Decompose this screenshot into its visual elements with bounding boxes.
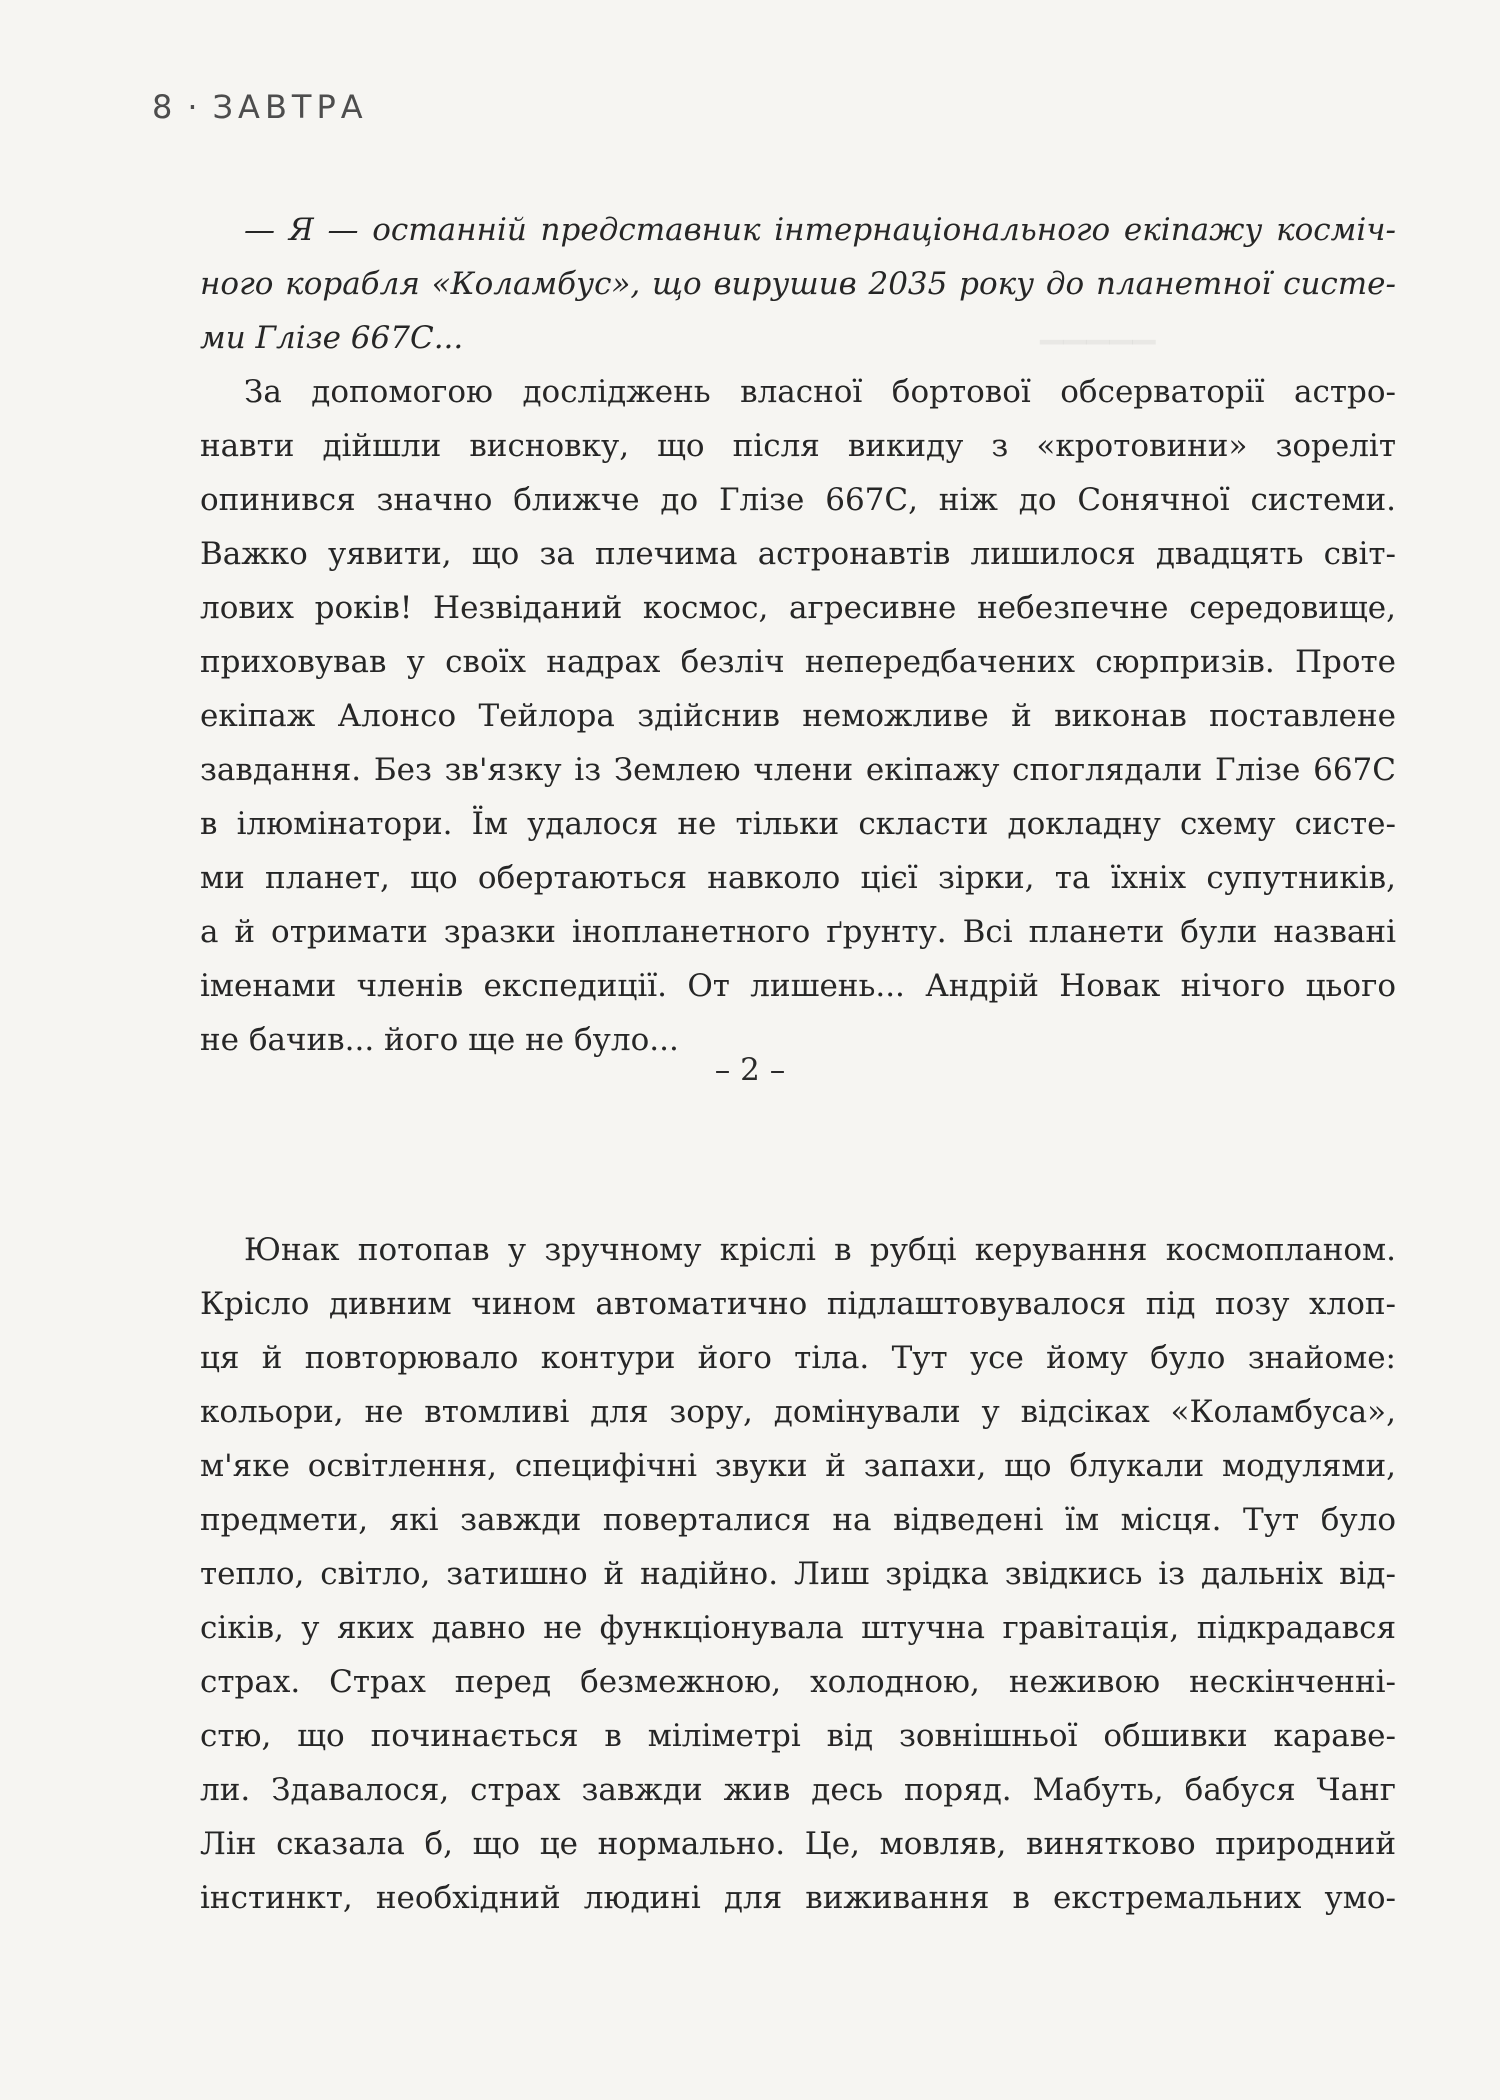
text-line: лових років! Незвіданий космос, агресивне небезпечне середовище, xyxy=(200,590,1396,626)
text-line: Крісло дивним чином автоматично підлаштовувалося під позу хлоп- xyxy=(200,1286,1396,1322)
text-line: ми планет, що обертаються навколо цієї зірки, та їхніх супутників, xyxy=(200,860,1396,896)
text-line: Юнак потопав у зручному кріслі в рубці керування космопланом. xyxy=(244,1232,1396,1268)
text-line: в ілюмінатори. Їм удалося не тільки скласти докладну схему систе- xyxy=(200,806,1396,842)
running-head xyxy=(152,88,368,126)
text-line: страх. Страх перед безмежною, холодною, неживою нескінченні- xyxy=(200,1664,1396,1700)
text-line: ця й повторювало контури його тіла. Тут усе йому було знайоме: xyxy=(200,1340,1396,1376)
text-line: а й отримати зразки інопланетного ґрунту. Всі планети були названі xyxy=(200,914,1396,950)
section-1 xyxy=(200,203,1396,1067)
text-line: м'яке освітлення, специфічні звуки й запахи, що блукали модулями, xyxy=(200,1448,1396,1484)
text-line: інстинкт, необхідний людині для виживання в екстремальних умо- xyxy=(200,1880,1396,1916)
text-line: ли. Здавалося, страх завжди жив десь поряд. Мабуть, бабуся Чанг xyxy=(200,1772,1396,1808)
running-title: ЗАВТРА xyxy=(212,88,368,126)
text-line: сіків, у яких давно не функціонувала штучна гравітація, підкрадався xyxy=(200,1610,1396,1646)
text-line: навти дійшли висновку, що після викиду з «кротовини» зореліт xyxy=(200,428,1396,464)
text-line: іменами членів експедиції. От лишень... Андрій Новак нічого цього xyxy=(200,968,1396,1004)
text-line: тепло, світло, затишно й надійно. Лиш зрідка звідкись із дальніх від- xyxy=(200,1556,1396,1592)
text-line: не бачив... його ще не було... xyxy=(200,1022,679,1058)
page-number: 8 xyxy=(152,88,178,126)
text-line: Важко уявити, що за плечима астронавтів лишилося двадцять світ- xyxy=(200,536,1396,572)
italic-line: ми Глізе 667С... xyxy=(200,320,464,356)
section-number: – 2 – xyxy=(714,1052,786,1088)
text-line: предмети, які завжди поверталися на відведені їм місця. Тут було xyxy=(200,1502,1396,1538)
italic-line: — Я — останній представник інтернаціонального екіпажу косміч- xyxy=(244,212,1396,248)
section-2 xyxy=(200,1223,1396,1925)
text-line: За допомогою досліджень власної бортової обсерваторії астро- xyxy=(244,374,1396,410)
text-line: стю, що починається в міліметрі від зовнішньої обшивки караве- xyxy=(200,1718,1396,1754)
italic-line: ного корабля «Коламбус», що вирушив 2035 року до планетної систе- xyxy=(200,266,1396,302)
text-line: Лін сказала б, що це нормально. Це, мовляв, винятково природний xyxy=(200,1826,1396,1862)
text-line: екіпаж Алонсо Тейлора здійснив неможливе й виконав поставлене xyxy=(200,698,1396,734)
text-line: опинився значно ближче до Глізе 667С, ніж до Сонячної системи. xyxy=(200,482,1396,518)
header-separator: · xyxy=(187,88,203,126)
text-line: завдання. Без зв'язку із Землею члени екіпажу споглядали Глізе 667С xyxy=(200,752,1396,788)
text-line: кольори, не втомливі для зору, домінували у відсіках «Коламбуса», xyxy=(200,1394,1396,1430)
text-line: приховував у своїх надрах безліч непередбачених сюрпризів. Проте xyxy=(200,644,1396,680)
bleed-through: ▁▁▁▁▁ xyxy=(1040,310,1156,345)
